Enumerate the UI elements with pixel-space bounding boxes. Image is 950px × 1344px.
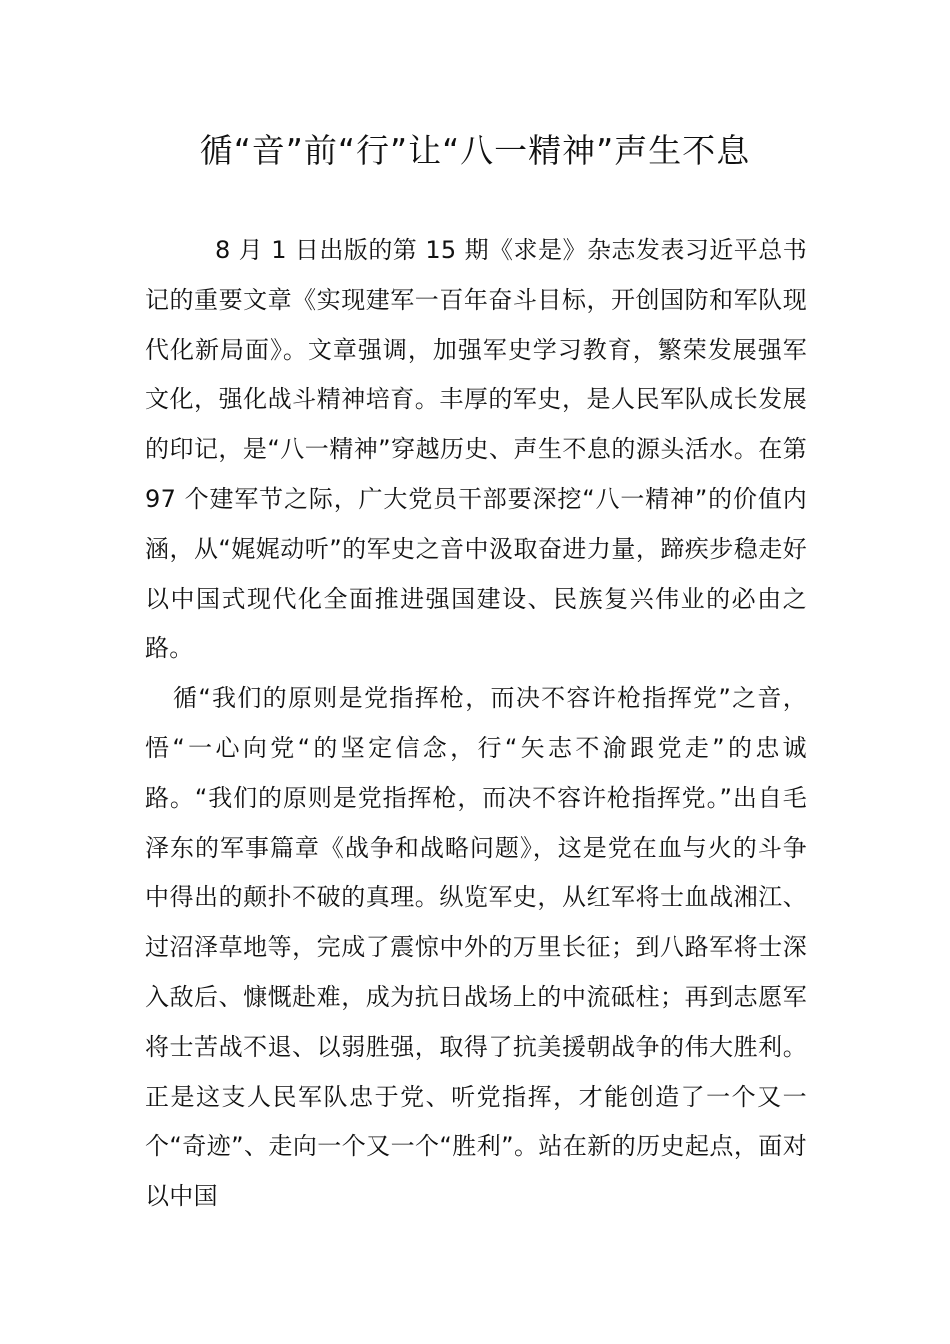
document-title: 循“音”前“行”让“八一精神”声生不息 (199, 131, 751, 170)
paragraph-principle: 循“我们的原则是党指挥枪，而决不容许枪指挥党”之音，悟“一心向党“的坚定信念，行“矢志不渝跟党走”的忠诚路。“我们的原则是党指挥枪，而决不容许枪指挥党。”出自毛泽东的军事篇章《战争和战略问题》，这是党在血与火的斗争中得出的颠扑不破的真理。纵览军史，从红军将士血战湘江、过沼泽草地等，完成了震惊中外的万里长征；到八路军将士深入敌后、慷慨赴难，成为抗日战场上的中流砥柱；再到志愿军将士苦战不退、以弱胜强，取得了抗美援朝战争的伟大胜利。正是这支人民军队忠于党、听党指挥，才能创造了一个又一个“奇迹”、走向一个又一个“胜利”。站在新的历史起点，面对以中国 (145, 684, 807, 1211)
paragraph-intro: 8 月 1 日出版的第 15 期《求是》杂志发表习近平总书记的重要文章《实现建军一百年奋斗目标，开创国防和军队现代化新局面》。文章强调，加强军史学习教育，繁荣发展强军文化，强化战斗精神培育。丰厚的军史，是人民军队成长发展的印记，是“八一精神”穿越历史、声生不息的源头活水。在第 97 个建军节之际，广大党员干部要深挖“八一精神”的价值内涵，从“娓娓动听”的军史之音中汲取奋进力量，蹄疾步稳走好以中国式现代化全面推进强国建设、民族复兴伟业的必由之路。 (145, 236, 807, 663)
document-body (145, 226, 807, 1222)
